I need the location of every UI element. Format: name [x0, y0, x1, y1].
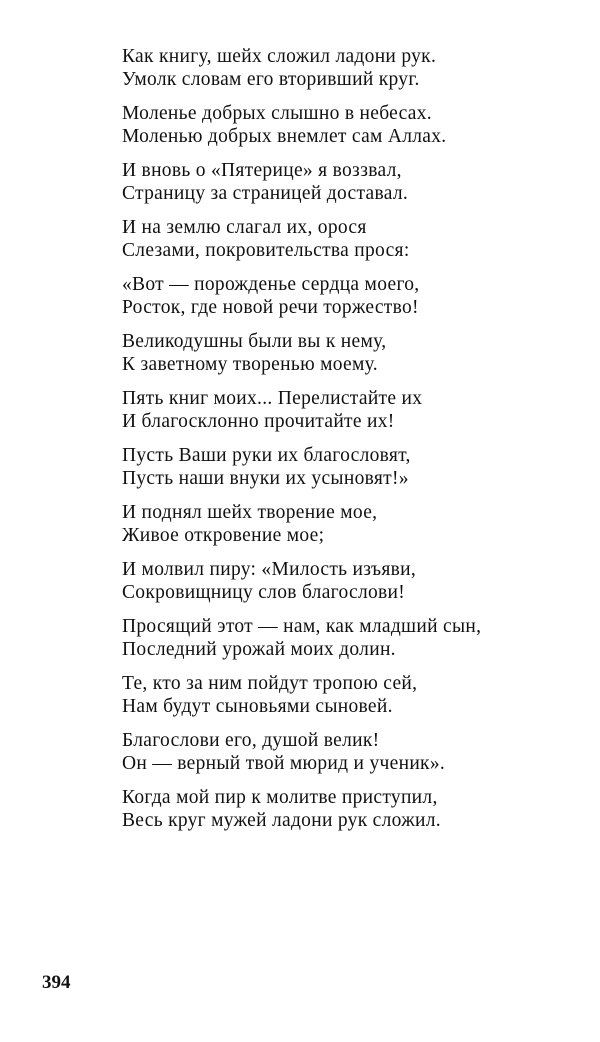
stanza — [122, 45, 481, 102]
verse-line: «Вот — порожденье сердца моего, — [122, 274, 420, 295]
stanza — [122, 159, 481, 216]
verse-line: Те, кто за ним пойдут тропою сей, — [122, 673, 418, 694]
verse-line: Он — верный твой мюрид и ученик». — [122, 753, 446, 774]
verse-line: И на землю слагал их, орося — [122, 217, 367, 238]
stanza — [122, 615, 481, 672]
stanza — [122, 786, 481, 843]
verse-line: Слезами, покровительства прося: — [122, 240, 410, 261]
stanza — [122, 273, 481, 330]
verse-line: Моленью добрых внемлет сам Аллах. — [122, 126, 447, 147]
verse-line: Великодушны были вы к нему, — [122, 331, 387, 352]
verse-line: Сокровищницу слов благослови! — [122, 582, 406, 603]
verse-line: И благосклонно прочитайте их! — [122, 411, 395, 432]
verse-line: Когда мой пир к молитве приступил, — [122, 787, 438, 808]
verse-line: Как книгу, шейх сложил ладони рук. — [122, 46, 437, 67]
page-number: 394 — [42, 972, 71, 993]
stanza — [122, 501, 481, 558]
stanza — [122, 216, 481, 273]
verse-line: Умолк словам его вторивший круг. — [122, 69, 420, 90]
verse-line: И поднял шейх творение мое, — [122, 502, 378, 523]
verse-line: Пусть Ваши руки их благословят, — [122, 445, 411, 466]
verse-line: Росток, где новой речи торжество! — [122, 297, 419, 318]
verse-line: Последний урожай моих долин. — [122, 639, 396, 660]
stanza — [122, 444, 481, 501]
verse-line: И молвил пиру: «Милость изъяви, — [122, 559, 417, 580]
stanza — [122, 330, 481, 387]
stanza — [122, 102, 481, 159]
verse-line: Весь круг мужей ладони рук сложил. — [122, 810, 441, 831]
stanza — [122, 387, 481, 444]
verse-line: Страницу за страницей доставал. — [122, 183, 409, 204]
poem-body — [122, 45, 481, 843]
stanza — [122, 558, 481, 615]
stanza — [122, 729, 481, 786]
stanza — [122, 672, 481, 729]
verse-line: Нам будут сыновьями сыновей. — [122, 696, 393, 717]
verse-line: Просящий этот — нам, как младший сын, — [122, 616, 482, 637]
verse-line: Пять книг моих... Перелистайте их — [122, 388, 423, 409]
verse-line: Моленье добрых слышно в небесах. — [122, 103, 432, 124]
verse-line: Благослови его, душой велик! — [122, 730, 380, 751]
verse-line: Живое откровение мое; — [122, 525, 325, 546]
verse-line: И вновь о «Пятерице» я воззвал, — [122, 160, 402, 181]
verse-line: Пусть наши внуки их усыновят!» — [122, 468, 409, 489]
verse-line: К заветному творенью моему. — [122, 354, 378, 375]
